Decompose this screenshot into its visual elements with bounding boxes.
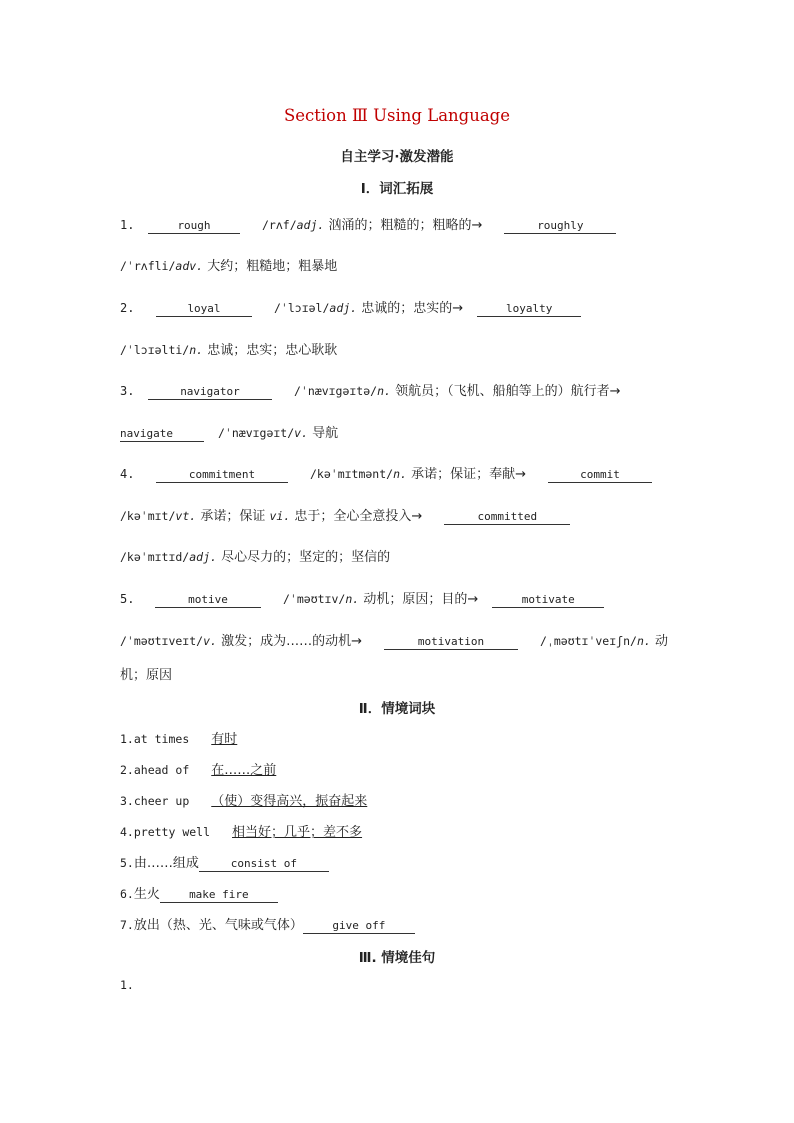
phrase-item: 4.pretty well 相当好；几乎；差不多 <box>120 825 363 840</box>
vocab-item-5-line-2: /ˈməʊtɪveɪt/v. 激发；成为……的动机→ motivation /ˌməʊtɪˈveɪʃn/n. 动 <box>120 634 668 649</box>
section-heading-vocabulary: Ⅰ．词汇拓展 <box>360 181 434 197</box>
answer-blank: roughly <box>504 219 616 234</box>
vocab-item-1-line-1: 1. rough /rʌf/adj. 汹涌的；粗糙的；粗略的→ roughly <box>120 214 680 234</box>
vocab-item-4-line-2: /kəˈmɪt/vt. 承诺；保证 vi. 忠于；全心全意投入→ committed <box>120 505 680 525</box>
answer-blank: commitment <box>156 468 288 483</box>
answer-blank: give off <box>303 919 415 934</box>
phrase-item: 7.放出（热、光、气味或气体） give off <box>120 914 680 934</box>
vocab-item-4-line-3: /kəˈmɪtɪd/adj. 尽心尽力的；坚定的；坚信的 <box>120 550 391 565</box>
vocab-item-3-line-2: navigate /ˈnævɪgəɪt/v. 导航 <box>120 426 339 441</box>
phrase-item: 2.ahead of 在……之前 <box>120 763 277 778</box>
answer-blank: motivation <box>384 635 518 650</box>
answer-blank: loyal <box>156 302 252 317</box>
answer-blank: navigate <box>120 427 204 442</box>
answer-blank: consist of <box>199 857 329 872</box>
answer-blank: navigator <box>148 385 272 400</box>
page-title: Section Ⅲ Using Language <box>283 106 511 125</box>
answer-blank: motivate <box>492 593 604 608</box>
answer-blank: loyalty <box>477 302 581 317</box>
answer-blank: rough <box>148 219 240 234</box>
phrase-item: 5.由……组成 consist of <box>120 852 680 872</box>
section-heading-sentences: Ⅲ. 情境佳句 <box>358 950 436 966</box>
page-subtitle: 自主学习·激发潜能 <box>340 149 454 165</box>
answer-blank: motive <box>155 593 261 608</box>
vocab-item-2-line-2: /ˈlɔɪəlti/n. 忠诚；忠实；忠心耿耿 <box>120 343 338 358</box>
vocab-item-5-line-1: 5. motive /ˈməʊtɪv/n. 动机；原因；目的→ motivate <box>120 588 680 608</box>
vocab-item-1-line-2: /ˈrʌfli/adv. 大约；粗糙地；粗暴地 <box>120 259 338 274</box>
sentence-item: 1. <box>120 978 134 992</box>
phrase-item: 1.at times 有时 <box>120 732 238 747</box>
section-heading-phrases: Ⅱ．情境词块 <box>358 701 436 717</box>
vocab-item-5-line-3: 机；原因 <box>120 668 173 683</box>
answer-blank: committed <box>444 510 570 525</box>
vocab-item-2-line-1: 2. loyal /ˈlɔɪəl/adj. 忠诚的；忠实的→ loyalty <box>120 297 680 317</box>
answer-blank: make fire <box>160 888 278 903</box>
phrase-item: 3.cheer up （使）变得高兴，振奋起来 <box>120 794 368 809</box>
vocab-item-4-line-1: 4. commitment /kəˈmɪtmənt/n. 承诺；保证；奉献→ commit <box>120 463 680 483</box>
phrase-item: 6.生火 make fire <box>120 883 680 903</box>
vocab-item-3-line-1: 3. navigator /ˈnævɪgəɪtə/n. 领航员；（飞机、船舶等上的）航行者→ <box>120 384 621 399</box>
answer-blank: commit <box>548 468 652 483</box>
